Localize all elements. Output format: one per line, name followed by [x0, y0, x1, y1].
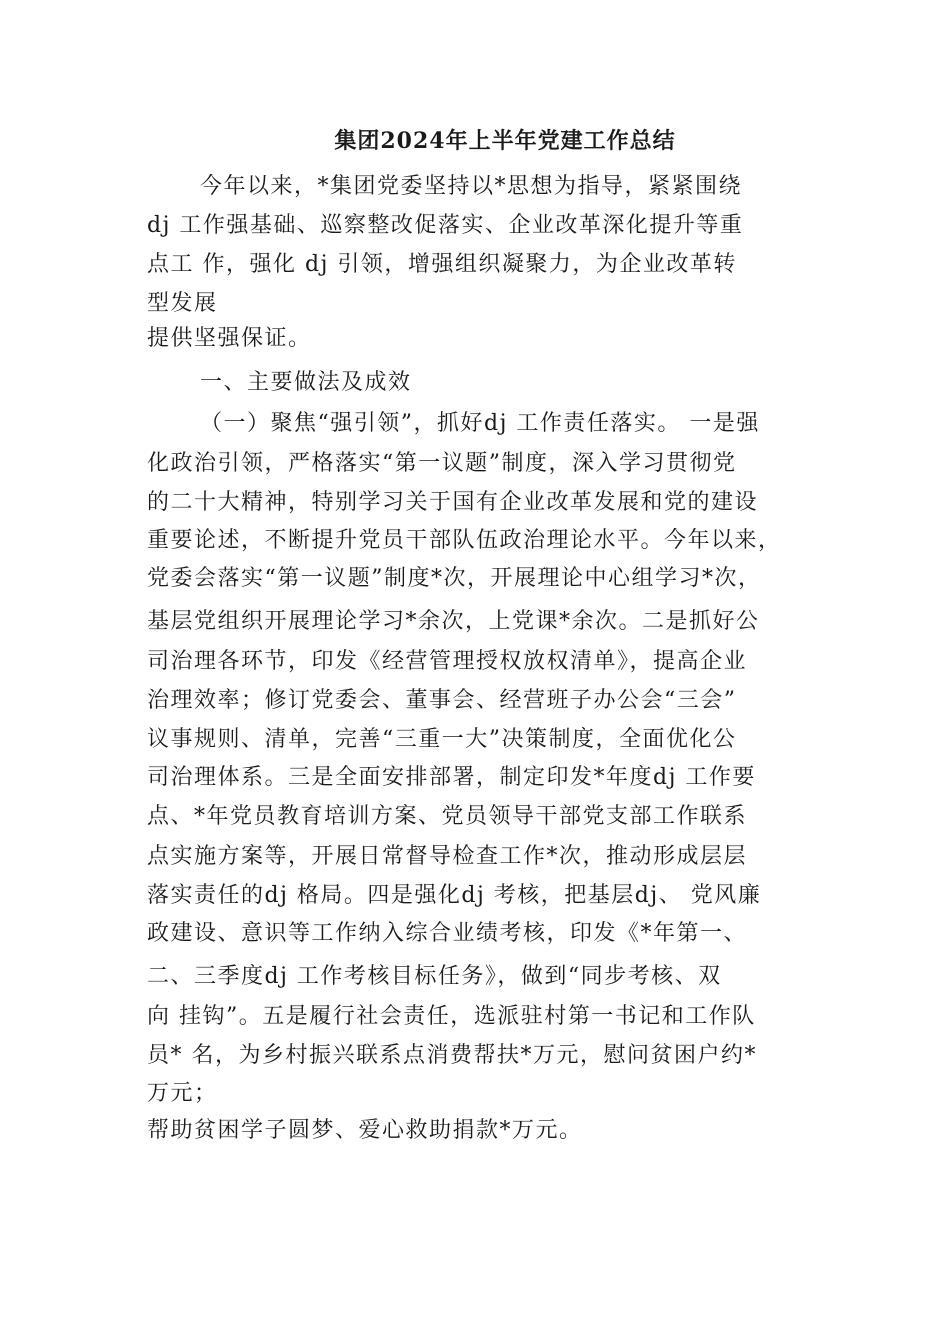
body-line: 司治理体系。三是全面安排部署，制定印发*年度dj 工作要 [147, 765, 756, 790]
subsection-line: （一）聚焦“强引领”，抓好dj 工作责任落实。 一是强 [200, 411, 760, 436]
section-heading: 一、主要做法及成效 [200, 370, 412, 395]
body-line: 向 挂钩”。五是履行社会责任，选派驻村第一书记和工作队 [147, 1004, 756, 1029]
body-line: 化政治引领，严格落实“第一议题”制度，深入学习贯彻党 [147, 451, 737, 476]
body-line: 今年以来，*集团党委坚持以*思想为指导，紧紧围绕 [200, 174, 743, 199]
body-line: 员* 名，为乡村振兴联系点消费帮扶*万元，慰问贫困户约* [147, 1043, 757, 1068]
body-line: 万元； [147, 1081, 218, 1106]
body-line: 帮助贫困学子圆梦、爱心救助捐款*万元。 [147, 1118, 583, 1143]
body-line: 司治理各环节，印发《经营管理授权放权清单》，提高企业 [147, 649, 748, 674]
body-line: 点、*年党员教育培训方案、党员领导干部党支部工作联系 [147, 804, 748, 829]
body-line: 政建设、意识等工作纳入综合业绩考核，印发《*年第一、 [147, 921, 748, 946]
body-line: 党委会落实“第一议题”制度*次，开展理论中心组学习*次， [147, 566, 762, 591]
body-line: 基层党组织开展理论学习*余次，上党课*余次。二是抓好公 [147, 609, 760, 634]
body-line: 治理效率；修订党委会、董事会、经营班子办公会“三会” [147, 688, 737, 713]
body-line: 型发展 [147, 291, 218, 316]
body-line: 重要论述，不断提升党员干部队伍政治理论水平。今年以来， [147, 528, 782, 553]
body-line: dj 工作强基础、巡察整改促落实、企业改革深化提升等重 [147, 213, 744, 238]
body-line: 二、三季度dj 工作考核目标任务》，做到“同步考核、双 [147, 964, 722, 989]
body-line: 的二十大精神，特别学习关于国有企业改革发展和党的建设 [147, 490, 759, 515]
document-title: 集团2024年上半年党建工作总结 [334, 128, 676, 154]
body-line: 点工 作，强化 dj 引领，增强组织凝聚力，为企业改革转 [147, 252, 737, 277]
body-line: 提供坚强保证。 [147, 326, 312, 351]
body-line: 议事规则、清单，完善“三重一大”决策制度，全面优化公 [147, 727, 737, 752]
body-line: 点实施方案等，开展日常督导检查工作*次，推动形成层层 [147, 844, 748, 869]
body-line: 落实责任的dj 格局。四是强化dj 考核，把基层dj、 党风廉 [147, 883, 762, 908]
